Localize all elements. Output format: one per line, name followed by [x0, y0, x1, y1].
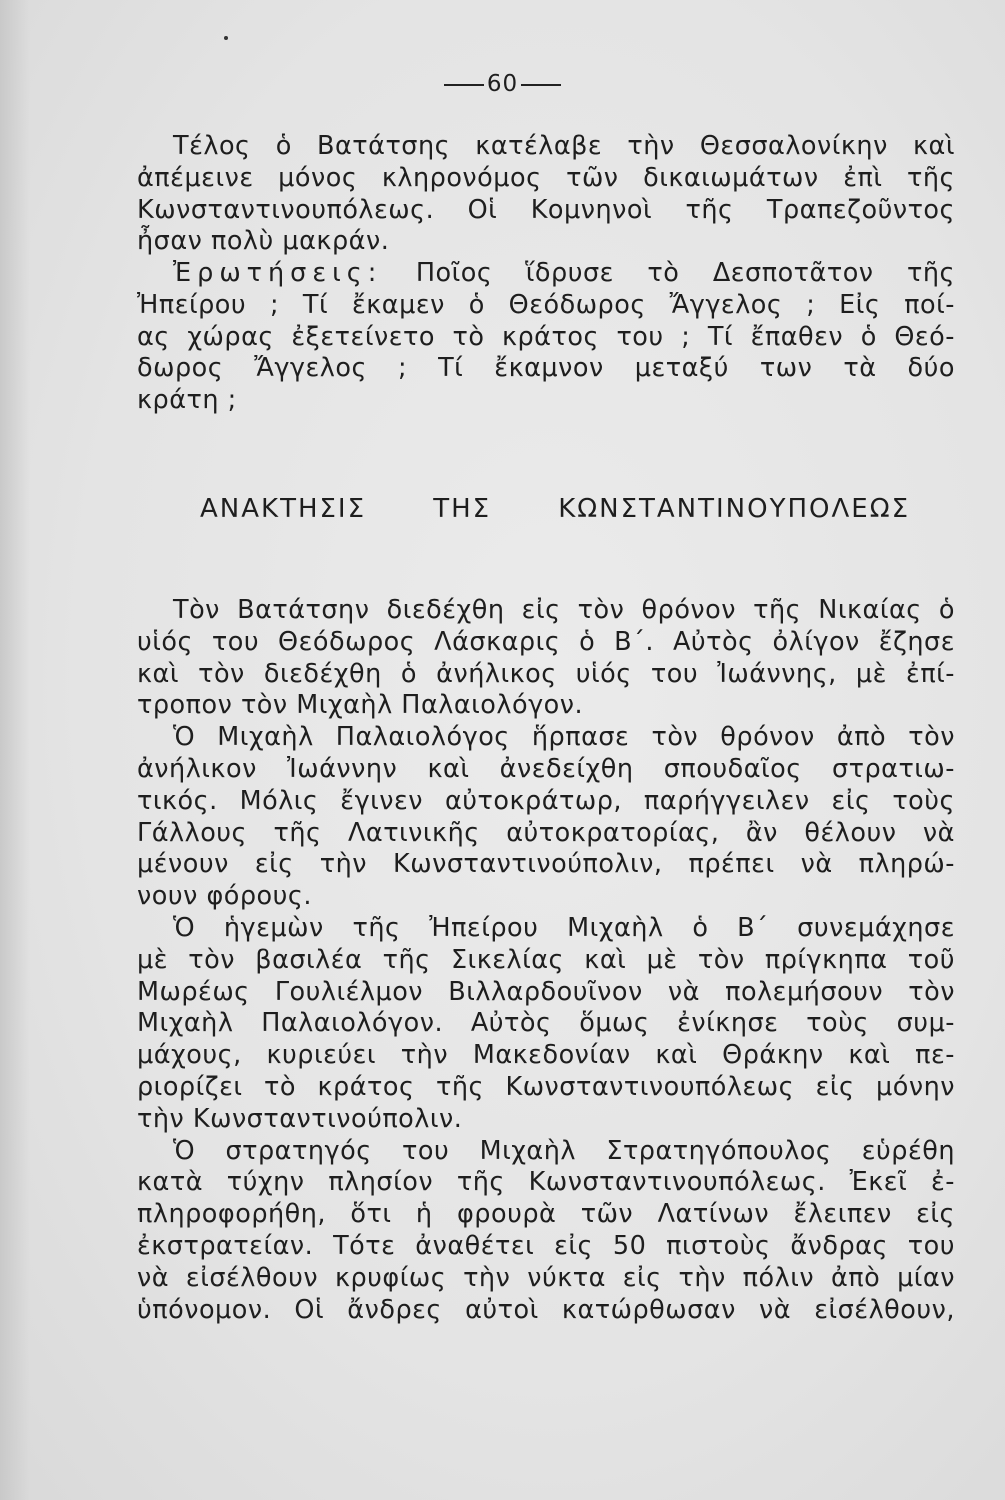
intro-line-1: Τέλος ὁ Βατάτσης κατέλαβε τὴν Θεσσαλονίκην καὶ	[173, 131, 955, 161]
body-line-23: ὑπόνομον. Οἱ ἄνδρες αὐτοὶ κατώρθωσαν νὰ εἰσέλθουν,	[137, 1294, 955, 1325]
question-line-3: δωρος Ἄγγελος ; Τί ἔκαμνον μεταξύ των τὰ δύο	[137, 353, 955, 384]
page-fold-shadow	[0, 0, 30, 1500]
intro-line-4: ἦσαν πολὺ μακράν.	[137, 226, 390, 257]
dash-left	[444, 84, 484, 86]
section-heading: ΑΝΑΚΤΗΣΙΣ ΤΗΣ ΚΩΝΣΤΑΝΤΙΝΟΥΠΟΛΕΩΣ	[200, 494, 910, 524]
dash-right	[521, 84, 561, 86]
body-line-3: καὶ τὸν διεδέχθη ὁ ἀνήλικος υἱός του Ἰωάννης, μὲ ἐπί-	[137, 658, 955, 689]
body-line-5: Ὁ Μιχαὴλ Παλαιολόγος ἥρπασε τὸν θρόνον ἀπὸ τὸν	[173, 722, 955, 753]
intro-line-2: ἀπέμεινε μόνος κληρονόμος τῶν δικαιωμάτων ἐπὶ τῆς	[137, 162, 955, 193]
questions-lines	[137, 290, 955, 417]
body-line-21: ἐκστρατείαν. Τότε ἀναθέτει εἰς 50 πιστοὺς ἄνδρας του	[137, 1230, 955, 1261]
body-line-15: μάχους, κυριεύει τὴν Μακεδονίαν καὶ Θράκην καὶ πε-	[137, 1040, 955, 1071]
question-line-1: Ἠπείρου ; Τί ἔκαμεν ὁ Θεόδωρος Ἄγγελος ; Εἰς ποί-	[137, 289, 955, 320]
body-line-8: Γάλλους τῆς Λατινικῆς αὐτοκρατορίας, ἂν θέλουν νὰ	[137, 817, 955, 848]
body-line-7: τικός. Μόλις ἔγινεν αὐτοκράτωρ, παρήγγειλεν εἰς τοὺς	[137, 785, 955, 816]
questions-first-line	[137, 258, 955, 290]
body-line-2: υἱός του Θεόδωρος Λάσκαρις ὁ Β΄. Αὐτὸς ὀλίγον ἔζησε	[137, 626, 955, 657]
question-line-2: ας χώρας ἐξετείνετο τὸ κράτος του ; Τί ἔπαθεν ὁ Θεό-	[137, 321, 955, 352]
body-line-19: κατὰ τύχην πλησίον τῆς Κωνσταντινουπόλεως. Ἐκεῖ ἐ-	[137, 1167, 955, 1198]
speck	[224, 36, 228, 40]
body-line-10: νουν φόρους.	[137, 881, 312, 912]
body-line-22: νὰ εἰσέλθουν κρυφίως τὴν νύκτα εἰς τὴν πόλιν ἀπὸ μίαν	[137, 1262, 955, 1293]
questions-label: Ἐρωτήσεις:	[173, 258, 383, 288]
body-line-11: Ὁ ἡγεμὼν τῆς Ἠπείρου Μιχαὴλ ὁ Β΄ συνεμάχησε	[173, 912, 955, 943]
intro-line-3: Κωνσταντινουπόλεως. Οἱ Κομνηνοὶ τῆς Τραπεζοῦντος	[137, 194, 955, 225]
question-line-4: κράτη ;	[137, 385, 237, 416]
body-line-16: ριορίζει τὸ κράτος τῆς Κωνσταντινουπόλεως εἰς μόνην	[137, 1071, 955, 1102]
body-line-9: μένουν εἰς τὴν Κωνσταντινούπολιν, πρέπει νὰ πληρώ-	[137, 849, 955, 880]
body-line-12: μὲ τὸν βασιλέα τῆς Σικελίας καὶ μὲ τὸν πρίγκηπα τοῦ	[137, 944, 955, 975]
page-number	[48, 66, 1005, 102]
intro-paragraph	[137, 131, 955, 258]
body-line-1: Τὸν Βατάτσην διεδέχθη εἰς τὸν θρόνον τῆς Νικαίας ὁ	[173, 595, 955, 625]
body-line-14: Μιχαὴλ Παλαιολόγον. Αὐτὸς ὅμως ἐνίκησε τοὺς συμ-	[137, 1008, 955, 1039]
questions-first-text: Ποῖος ἵδρυσε τὸ Δεσποτᾶτον τῆς	[415, 258, 956, 288]
body-line-17: τὴν Κωνσταντινούπολιν.	[137, 1103, 463, 1134]
body-line-18: Ὁ στρατηγός του Μιχαὴλ Στρατηγόπουλος εὑρέθη	[173, 1135, 955, 1166]
page-number-value: 60	[486, 71, 519, 97]
body-text	[137, 595, 955, 1326]
body-line-20: πληροφορήθη, ὅτι ἡ φρουρὰ τῶν Λατίνων ἔλειπεν εἰς	[137, 1199, 955, 1230]
body-line-4: τροπον τὸν Μιχαὴλ Παλαιολόγον.	[137, 690, 584, 721]
body-line-6: ἀνήλικον Ἰωάννην καὶ ἀνεδείχθη σπουδαῖος στρατιω-	[137, 753, 955, 784]
body-line-13: Μωρέως Γουλιέλμον Βιλλαρδουῖνον νὰ πολεμήσουν τὸν	[137, 976, 955, 1007]
questions-block	[137, 258, 955, 417]
